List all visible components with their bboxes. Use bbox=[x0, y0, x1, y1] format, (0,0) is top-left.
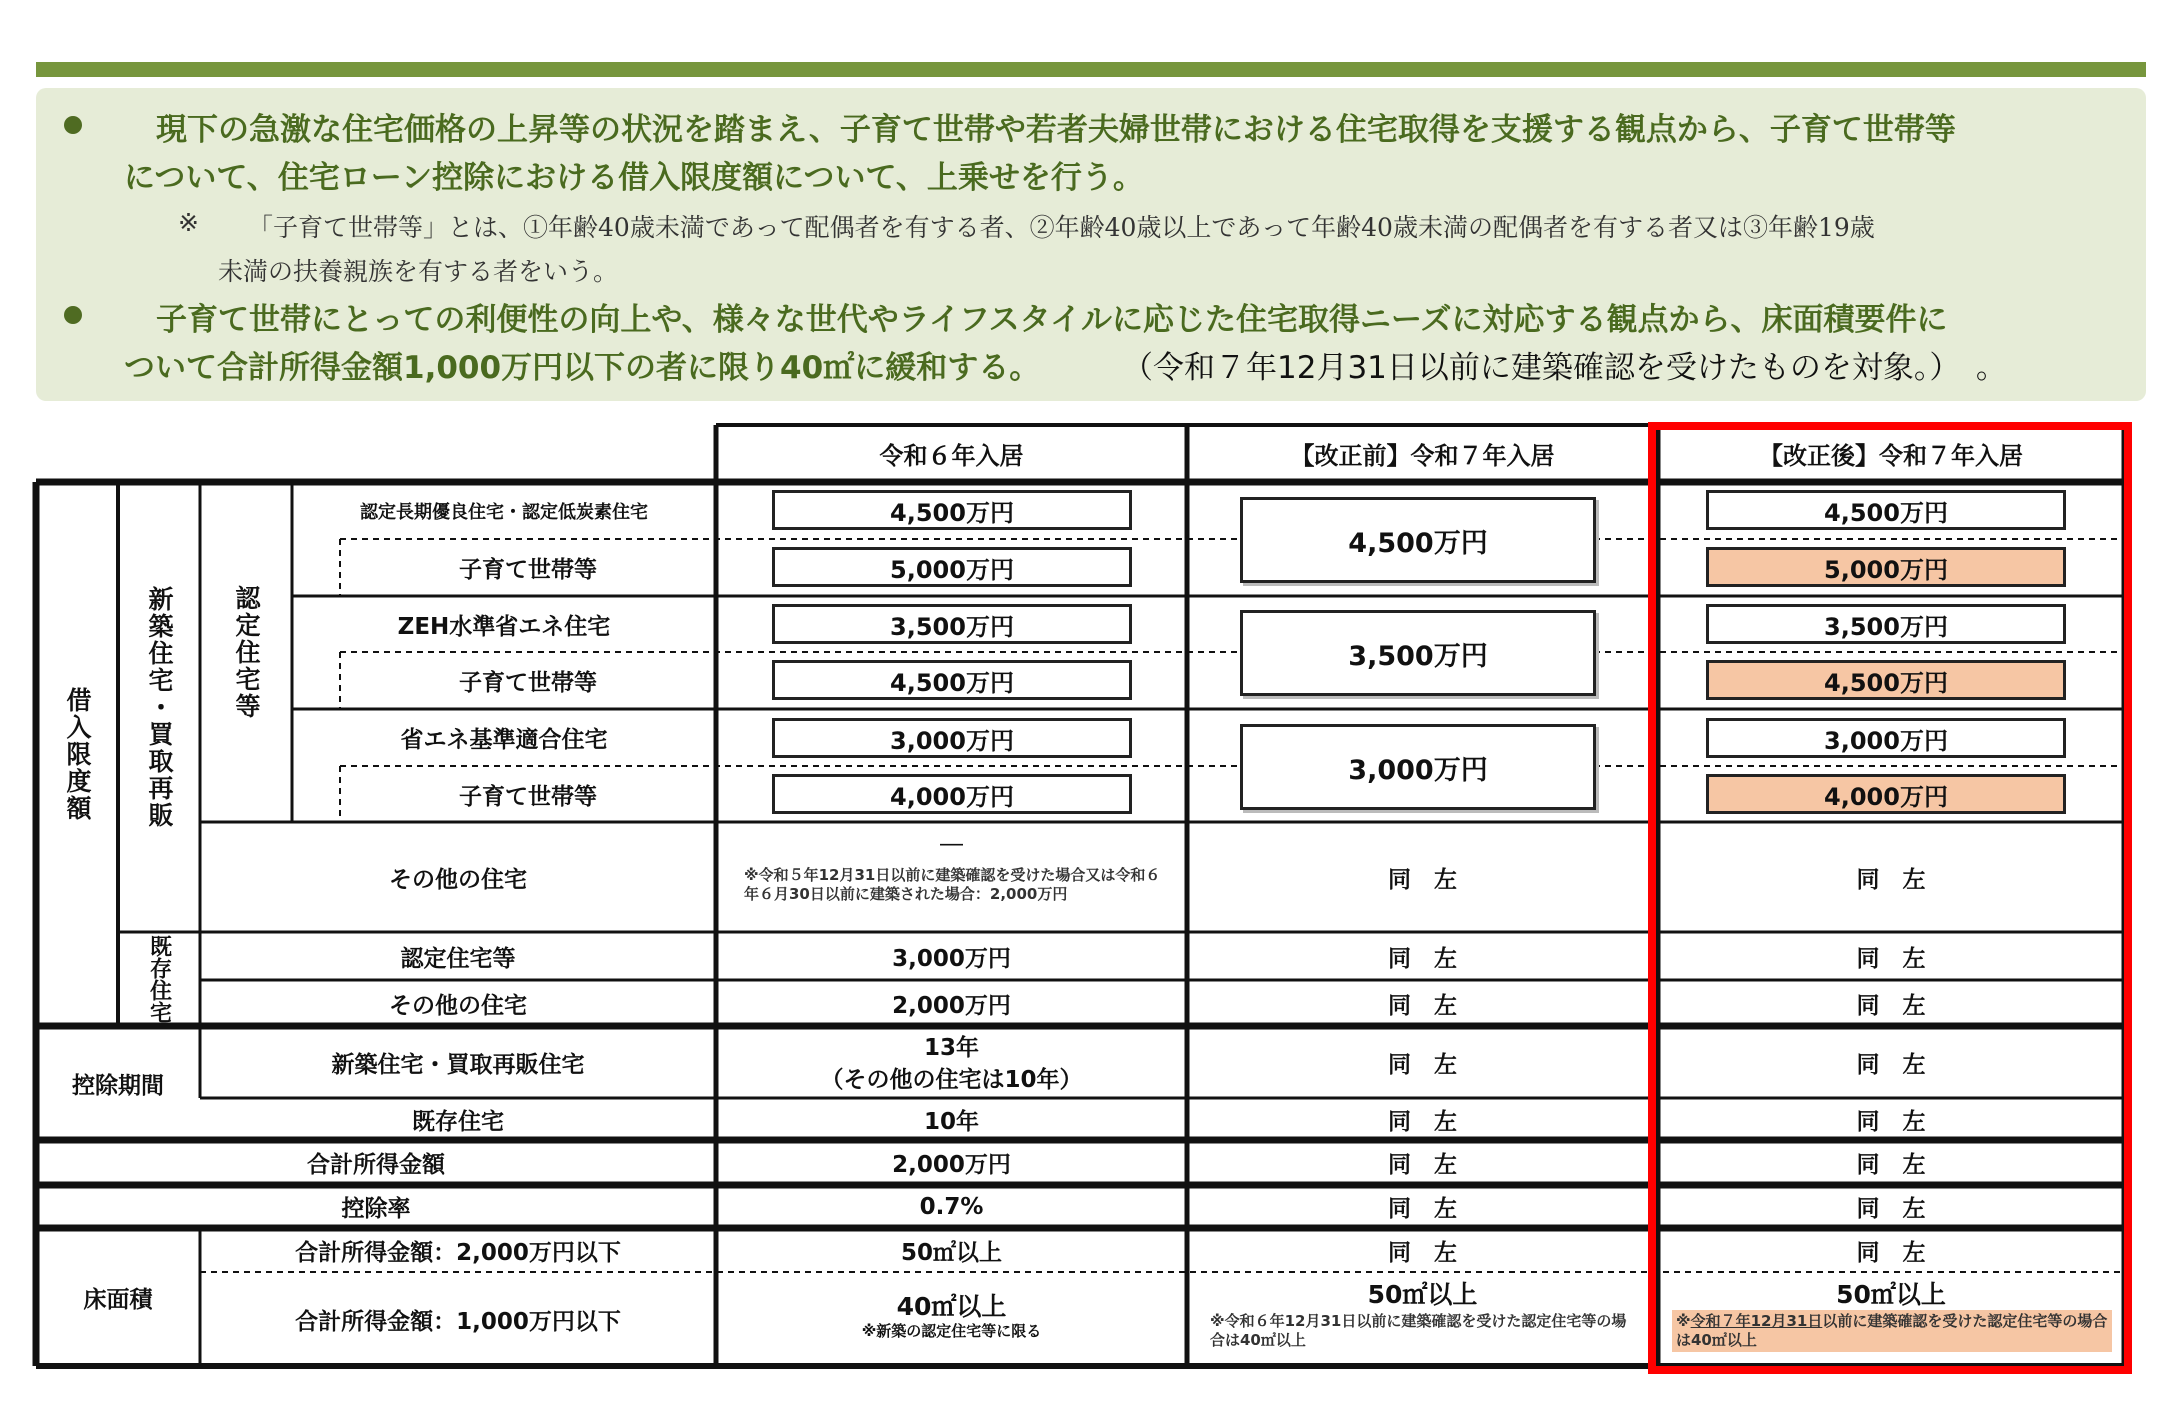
row-label-menseki: 床面積 bbox=[83, 1286, 153, 1313]
c3-note-mark: ※ bbox=[1676, 1312, 1691, 1330]
row-label-kojoritsu: 控除率 bbox=[341, 1196, 411, 1222]
c3-menseki-2000-same: 同 左 bbox=[1856, 1239, 1926, 1266]
c2-kison-other-same: 同 左 bbox=[1388, 992, 1457, 1019]
c2-kikan-kison-same: 同 左 bbox=[1388, 1108, 1457, 1135]
c1-limit-shoene: 3,000万円 bbox=[772, 718, 1132, 758]
row-label-menseki-2000: 合計所得金額：2,000万円以下 bbox=[295, 1239, 621, 1266]
col-header-after: 【改正後】令和７年入居 bbox=[1759, 442, 2023, 470]
c2-kojoritsu-same: 同 左 bbox=[1388, 1196, 1457, 1222]
c2-kison-nintei-same: 同 左 bbox=[1388, 945, 1457, 972]
c3-note-date: 令和７年12月31日 bbox=[1690, 1312, 1823, 1330]
c3-kison-other-same: 同 左 bbox=[1856, 992, 1926, 1019]
c3-limit-chouki: 4,500万円 bbox=[1706, 490, 2066, 530]
c1-limit-zeh-kosodate: 4,500万円 bbox=[772, 660, 1132, 700]
revision-highlight-frame bbox=[1648, 422, 2132, 1374]
c2-menseki-1000-note: ※令和６年12月31日以前に建築確認を受けた認定住宅等の場合は40㎡以上 bbox=[1210, 1312, 1627, 1349]
c3-limit-shoene: 3,000万円 bbox=[1706, 718, 2066, 758]
row-label-kosodate-1: 子育て世帯等 bbox=[459, 557, 597, 583]
c1-other-dash: ― bbox=[940, 831, 963, 857]
note-mark: ※ bbox=[178, 208, 199, 237]
c1-kison-nintei: 3,000万円 bbox=[892, 945, 1011, 972]
c2-limit-shoene: 3,000万円 bbox=[1240, 724, 1596, 810]
c3-shotoku-same: 同 左 bbox=[1856, 1152, 1926, 1178]
c1-shotoku: 2,000万円 bbox=[892, 1152, 1011, 1178]
c3-limit-zeh-kosodate: 4,500万円 bbox=[1706, 660, 2066, 700]
c2-other-same: 同 左 bbox=[1388, 866, 1457, 893]
c2-limit-zeh: 3,500万円 bbox=[1240, 610, 1596, 696]
c1-kikan-shin-years: 13年 bbox=[923, 1034, 979, 1061]
bullet2-line2b: （令和７年12月31日以前に建築確認を受けたものを対象。） 。 bbox=[1122, 350, 2007, 386]
row-label-kison-other: その他の住宅 bbox=[389, 992, 527, 1019]
bullet2-line2a: ついて合計所得金額1,000万円以下の者に限り40㎡に緩和する。 bbox=[124, 350, 1041, 386]
row-label-zeh: ZEH水準省エネ住宅 bbox=[397, 613, 611, 640]
row-label-kison-nintei: 認定住宅等 bbox=[400, 945, 516, 972]
c2-menseki-1000: 50㎡以上 bbox=[1367, 1280, 1478, 1309]
c3-other-same: 同 左 bbox=[1856, 866, 1926, 893]
note-line1: 「子育て世帯等」とは、①年齢40歳未満であって配偶者を有する者、②年齢40歳以上であって年齢40歳未満の配偶者を有する者又は③年齢19歳 bbox=[248, 213, 1875, 242]
label-shinchiku: 新築住宅・買取再販 bbox=[145, 585, 174, 829]
bullet2-line1: 子育て世帯にとっての利便性の向上や、様々な世代やライフスタイルに応じた住宅取得ニーズに対応する観点から、床面積要件に bbox=[156, 302, 1948, 338]
label-kison: 既存住宅 bbox=[146, 935, 172, 1023]
note-line2: 未満の扶養親族を有する者をいう。 bbox=[218, 257, 619, 286]
c3-limit-zeh: 3,500万円 bbox=[1706, 604, 2066, 644]
c1-menseki-1000: 40㎡以上 bbox=[896, 1292, 1007, 1321]
c1-kikan-shin-other: （その他の住宅は10年） bbox=[820, 1066, 1083, 1093]
c3-kojoritsu-same: 同 左 bbox=[1856, 1196, 1926, 1222]
c1-limit-zeh: 3,500万円 bbox=[772, 604, 1132, 644]
row-label-shoene: 省エネ基準適合住宅 bbox=[400, 727, 608, 753]
c3-limit-shoene-kosodate: 4,000万円 bbox=[1706, 774, 2066, 814]
c3-limit-chouki-kosodate: 5,000万円 bbox=[1706, 547, 2066, 587]
row-label-kikan-shin: 新築住宅・買取再販住宅 bbox=[331, 1051, 585, 1078]
row-label-chouki: 認定長期優良住宅・認定低炭素住宅 bbox=[360, 501, 648, 523]
c2-limit-chouki: 4,500万円 bbox=[1240, 497, 1596, 583]
c2-shotoku-same: 同 左 bbox=[1388, 1152, 1457, 1178]
row-label-menseki-1000: 合計所得金額：1,000万円以下 bbox=[295, 1308, 621, 1335]
label-kariire: 借入限度額 bbox=[63, 686, 92, 822]
c1-menseki-2000: 50㎡以上 bbox=[900, 1239, 1002, 1266]
c2-kikan-shin-same: 同 左 bbox=[1388, 1051, 1457, 1078]
c1-kison-other: 2,000万円 bbox=[892, 992, 1011, 1019]
c3-note-rest: 以前に建築確認を受けた認定住宅等の場合は40㎡以上 bbox=[1676, 1312, 2108, 1349]
row-label-other: その他の住宅 bbox=[389, 866, 527, 893]
row-label-kojo-kikan: 控除期間 bbox=[72, 1072, 164, 1099]
c1-kikan-kison: 10年 bbox=[923, 1108, 979, 1135]
c3-menseki-1000: 50㎡以上 bbox=[1836, 1280, 1946, 1309]
label-nintei: 認定住宅等 bbox=[232, 584, 261, 720]
row-label-kikan-kison: 既存住宅 bbox=[412, 1108, 504, 1135]
c3-kikan-kison-same: 同 左 bbox=[1856, 1108, 1926, 1135]
c1-limit-chouki-kosodate: 5,000万円 bbox=[772, 547, 1132, 587]
row-label-shotoku: 合計所得金額 bbox=[307, 1152, 445, 1178]
col-header-before: 【改正前】令和７年入居 bbox=[1290, 442, 1555, 470]
c1-limit-shoene-kosodate: 4,000万円 bbox=[772, 774, 1132, 814]
c3-kison-nintei-same: 同 左 bbox=[1856, 945, 1926, 972]
bullet1-line2: について、住宅ローン控除における借入限度額について、上乗せを行う。 bbox=[124, 160, 1144, 196]
c1-limit-chouki: 4,500万円 bbox=[772, 490, 1132, 530]
col-header-r6: 令和６年入居 bbox=[879, 442, 1024, 470]
row-label-kosodate-2: 子育て世帯等 bbox=[459, 670, 597, 696]
c3-kikan-shin-same: 同 左 bbox=[1856, 1051, 1926, 1078]
row-label-kosodate-3: 子育て世帯等 bbox=[459, 783, 597, 810]
c1-kojoritsu: 0.7% bbox=[919, 1193, 984, 1220]
c2-menseki-2000-same: 同 左 bbox=[1388, 1239, 1457, 1266]
bullet1-line1: 現下の急激な住宅価格の上昇等の状況を踏まえ、子育て世帯や若者夫婦世帯における住宅取得を支援する観点から、子育て世帯等 bbox=[156, 112, 1956, 148]
c1-other-note: ※令和５年12月31日以前に建築確認を受けた場合又は令和６年６月30日以前に建築された場合：2,000万円 bbox=[744, 866, 1161, 903]
c1-menseki-1000-note: ※新築の認定住宅等に限る bbox=[861, 1321, 1042, 1340]
